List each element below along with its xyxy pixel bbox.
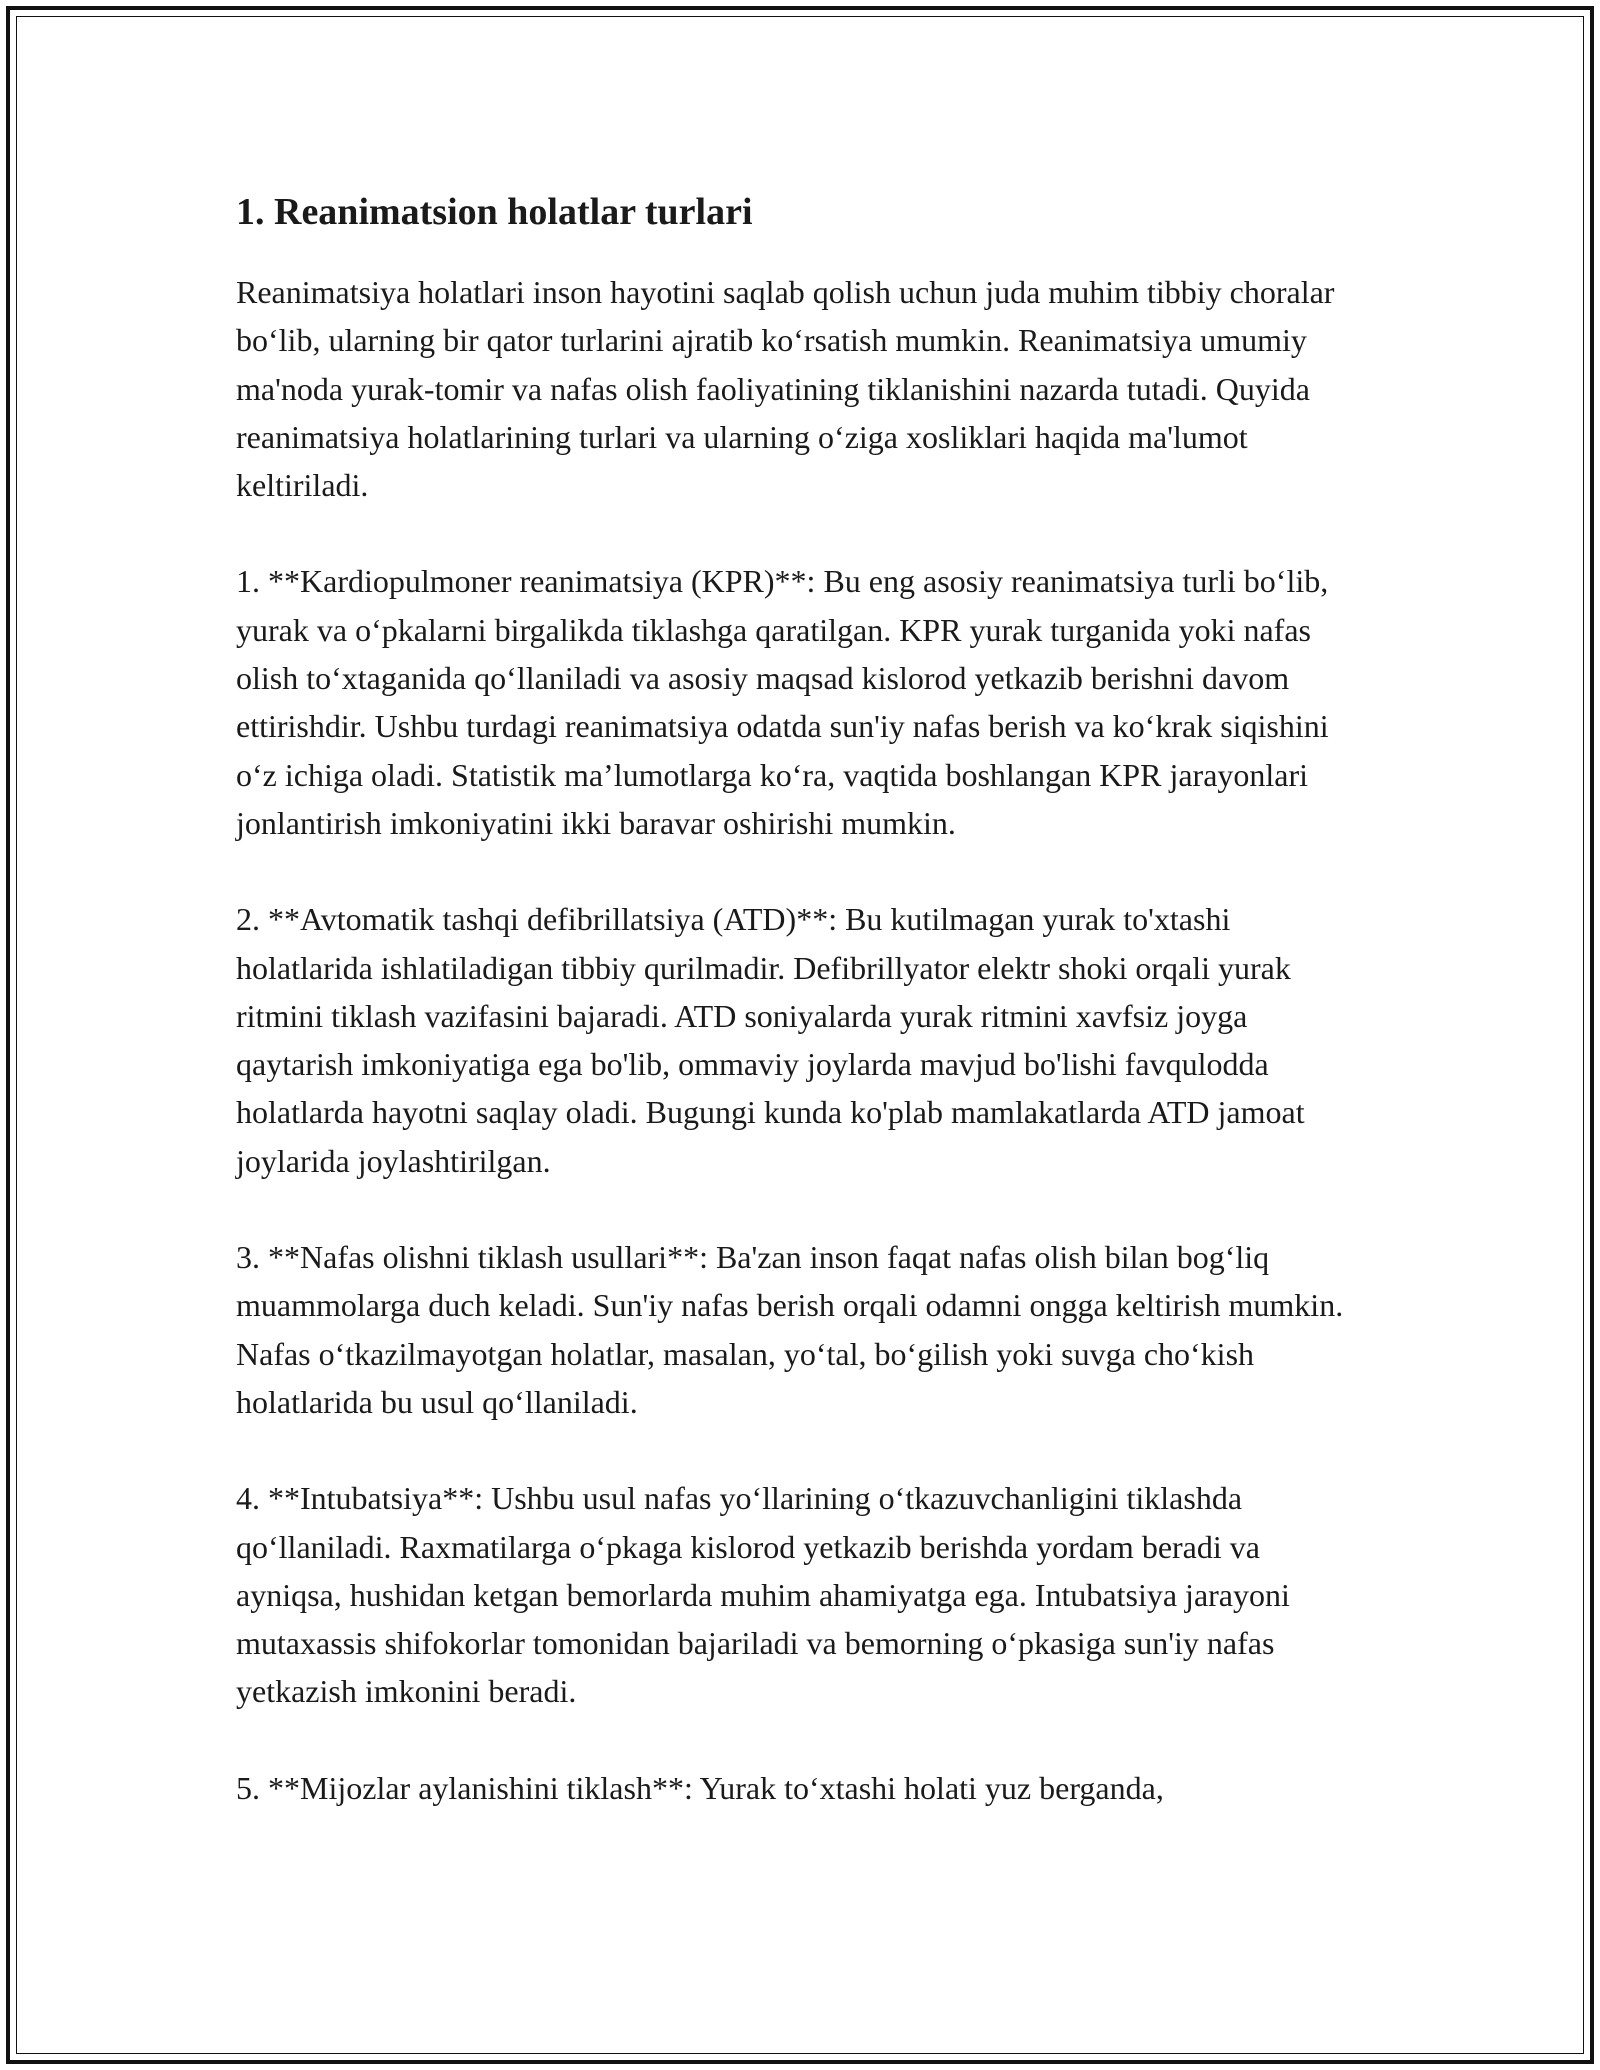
list-item-atd: 2. **Avtomatik tashqi defibrillatsiya (ATD)**: Bu kutilmagan yurak to'xtashi holatlarida ishlatiladigan tibbiy qurilmadir. Defibrillyator elektr shoki orqali yurak ritmini tiklash vazifasini bajaradi. ATD soniyalarda yurak ritmini xavfsiz joyga qaytarish imkoniyatiga ega bo'lib, ommaviy joylarda mavjud bo'lishi favqulodda holatlarda hayotni saqlay oladi. Bugungi kunda ko'plab mamlakatlarda ATD jamoat joylarida joylashtirilgan. — [236, 901, 1305, 1179]
document-body — [236, 186, 1366, 1812]
section-title: 1. Reanimatsion holatlar turlari — [236, 191, 753, 233]
list-item-circulation: 5. **Mijozlar aylanishini tiklash**: Yurak to‘xtashi holati yuz berganda, — [236, 1769, 1164, 1806]
list-item-kpr: 1. **Kardiopulmoner reanimatsiya (KPR)**: Bu eng asosiy reanimatsiya turli bo‘lib, yurak va o‘pkalarni birgalikda tiklashga qaratilgan. KPR yurak turganida yoki nafas olish to‘xtaganida qo‘llaniladi va asosiy maqsad kislorod yetkazib berishni davom ettirishdir. Ushbu turdagi reanimatsiya odatda sun'iy nafas berish va ko‘krak siqishini o‘z ichiga oladi. Statistik ma’lumotlarga ko‘ra, vaqtida boshlangan KPR jarayonlari jonlantirish imkoniyatini ikki baravar oshirishi mumkin. — [236, 563, 1329, 841]
list-item-breathing: 3. **Nafas olishni tiklash usullari**: Ba'zan inson faqat nafas olish bilan bog‘liq muammolarga duch keladi. Sun'iy nafas berish orqali odamni ongga keltirish mumkin. Nafas o‘tkazilmayotgan holatlar, masalan, yo‘tal, bo‘gilish yoki suvga cho‘kish holatlarida bu usul qo‘llaniladi. — [236, 1239, 1344, 1420]
intro-paragraph: Reanimatsiya holatlari inson hayotini saqlab qolish uchun juda muhim tibbiy choralar bo‘lib, ularning bir qator turlarini ajratib ko‘rsatish mumkin. Reanimatsiya umumiy ma'noda yurak-tomir va nafas olish faoliyatining tiklanishini nazarda tutadi. Quyida reanimatsiya holatlarining turlari va ularning o‘ziga xosliklari haqida ma'lumot keltiriladi. — [236, 274, 1335, 504]
list-item-intubation: 4. **Intubatsiya**: Ushbu usul nafas yo‘llarining o‘tkazuvchanligini tiklashda qo‘llaniladi. Raxmatilarga o‘pkaga kislorod yetkazib berishda yordam beradi va ayniqsa, hushidan ketgan bemorlarda muhim ahamiyatga ega. Intubatsiya jarayoni mutaxassis shifokorlar tomonidan bajariladi va bemorning o‘pkasiga sun'iy nafas yetkazish imkonini beradi. — [236, 1480, 1290, 1710]
